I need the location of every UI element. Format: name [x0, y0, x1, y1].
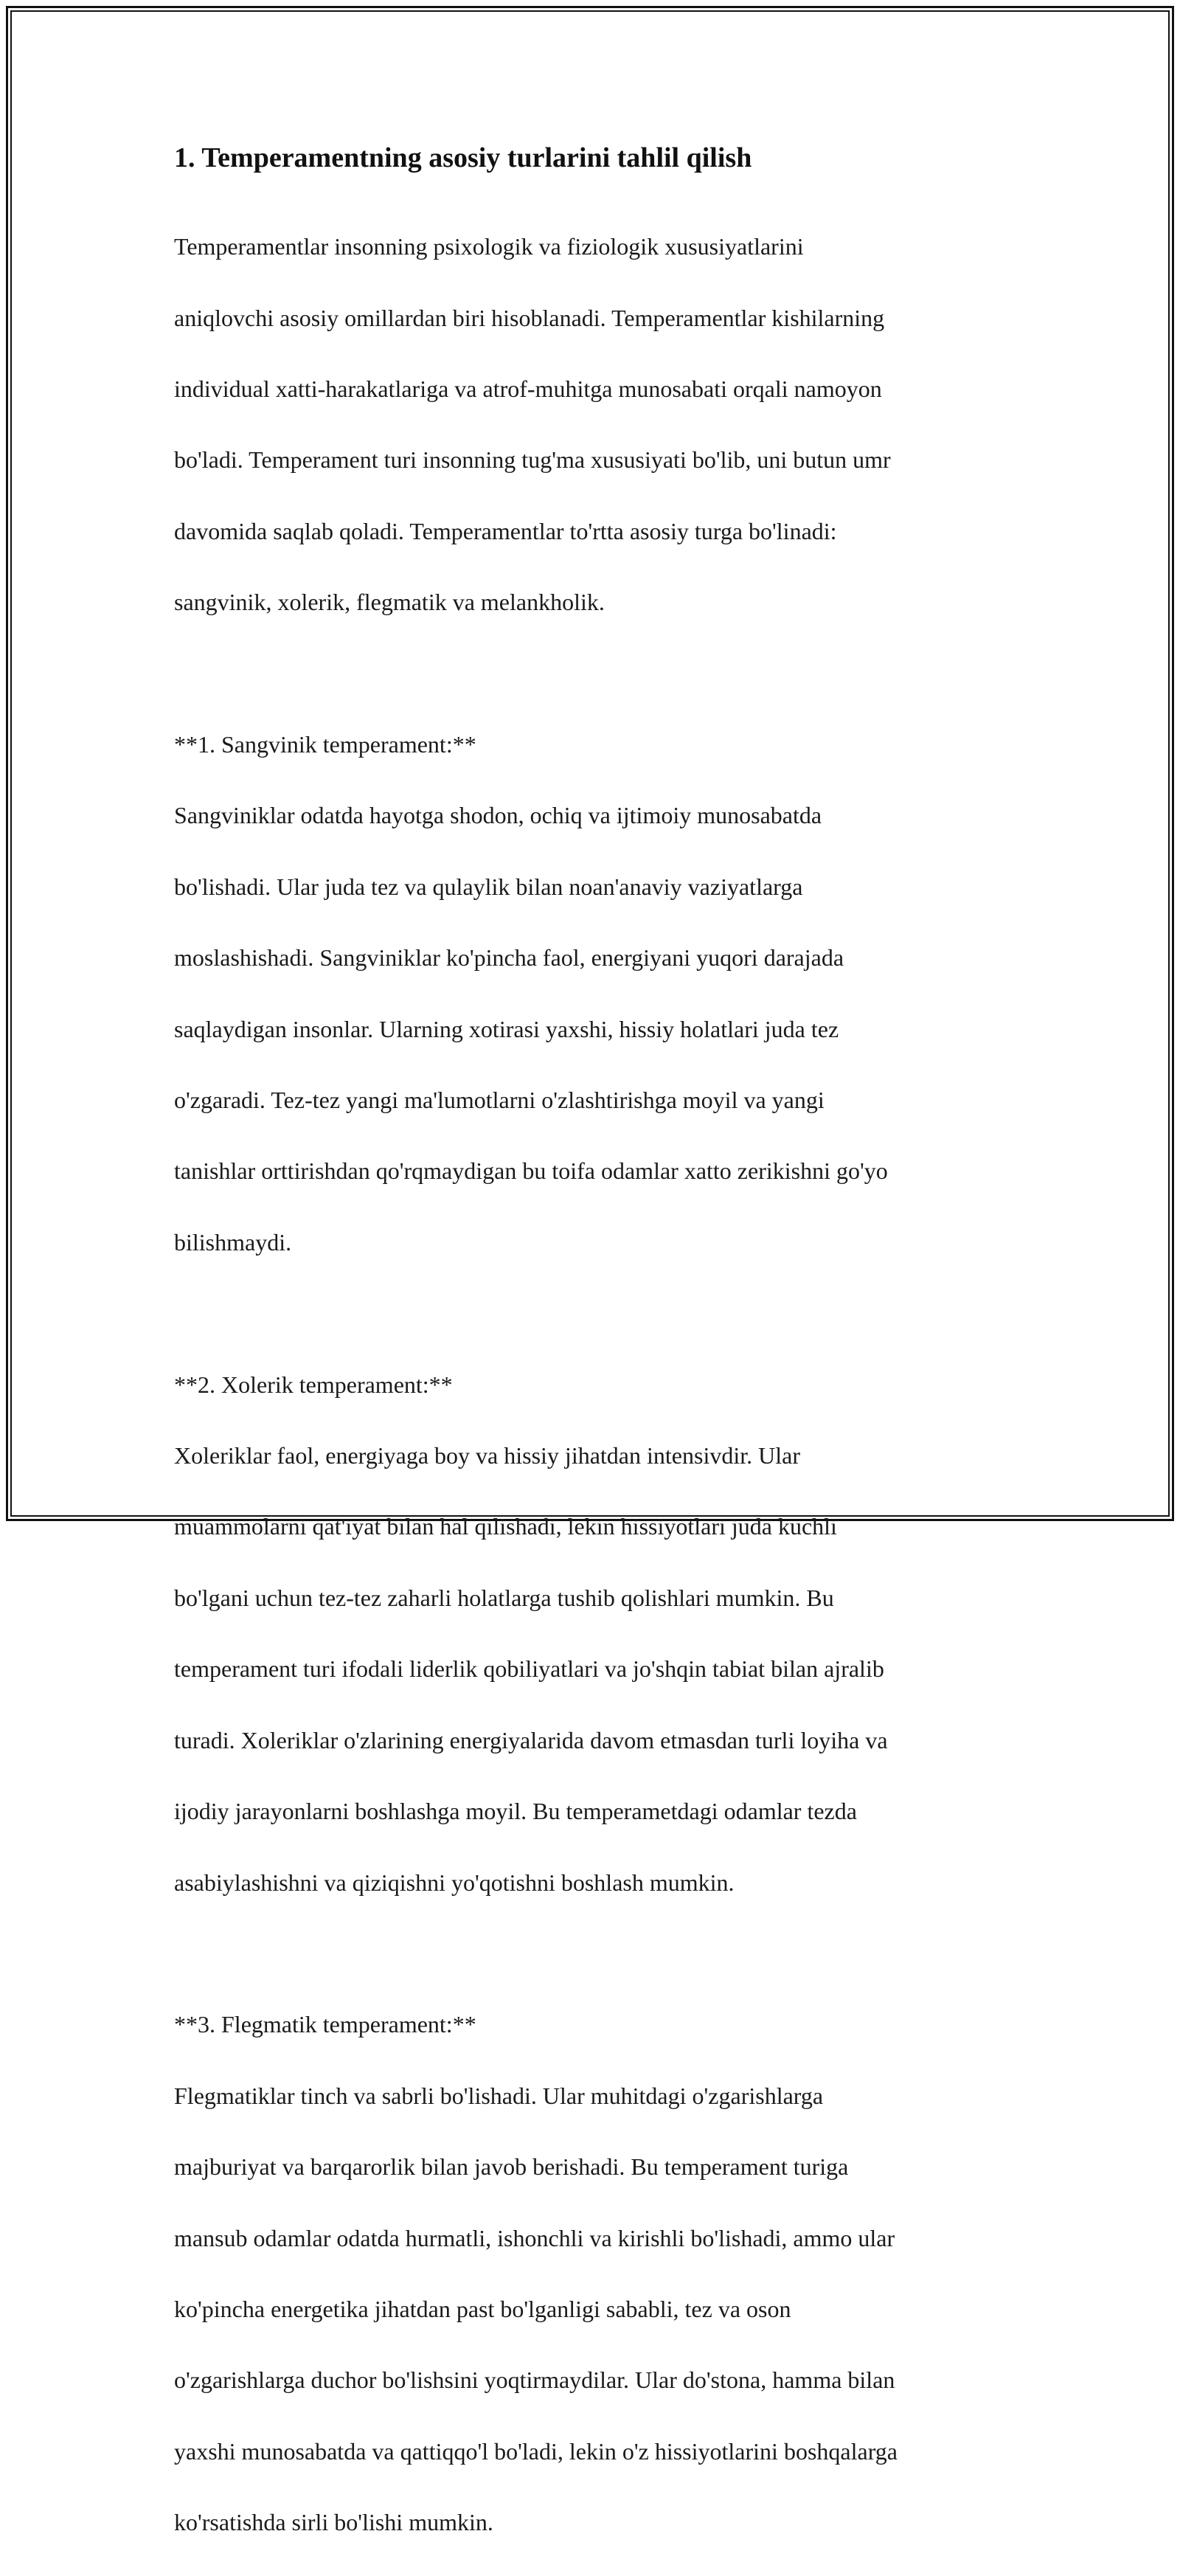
section-line: Flegmatiklar tinch va sabrli bo'lishadi. Ular muhitdagi o'zgarishlarga	[174, 2082, 824, 2109]
section-flegmatik	[174, 1971, 1015, 2575]
section-sangvinik	[174, 691, 1015, 1295]
section-line: bo'lgani uchun tez-tez zaharli holatlarga tushib qolishlari mumkin. Bu	[174, 1584, 834, 1611]
section-heading: **1. Sangvinik temperament:**	[174, 731, 476, 758]
intro-line: davomida saqlab qoladi. Temperamentlar to'rtta asosiy turga bo'linadi:	[174, 517, 837, 544]
section-line: turadi. Xoleriklar o'zlarining energiyalarida davom etmasdan turli loyiha va	[174, 1726, 888, 1753]
section-line: Xoleriklar faol, energiyaga boy va hissiy jihatdan intensivdir. Ular	[174, 1442, 800, 1469]
section-xolerik	[174, 1331, 1015, 1935]
intro-paragraph	[174, 193, 1015, 656]
section-line: bo'lishadi. Ular juda tez va qulaylik bilan noan'anaviy vaziyatlarga	[174, 873, 803, 900]
section-line: mansub odamlar odatda hurmatli, ishonchli va kirishli bo'lishadi, ammo ular	[174, 2224, 895, 2251]
section-heading: **2. Xolerik temperament:**	[174, 1371, 453, 1398]
intro-line: individual xatti-harakatlariga va atrof-muhitga munosabati orqali namoyon	[174, 375, 882, 403]
paragraph-gap	[174, 1295, 1015, 1331]
intro-line: aniqlovchi asosiy omillardan biri hisoblanadi. Temperamentlar kishilarning	[174, 304, 885, 331]
section-line: ko'rsatishda sirli bo'lishi mumkin.	[174, 2509, 493, 2536]
intro-line: sangvinik, xolerik, flegmatik va melankholik.	[174, 589, 605, 616]
section-line: yaxshi munosabatda va qattiqqo'l bo'ladi, lekin o'z hissiyotlarini boshqalarga	[174, 2437, 898, 2465]
section-line: saqlaydigan insonlar. Ularning xotirasi yaxshi, hissiy holatlari juda tez	[174, 1015, 839, 1042]
document-body	[174, 139, 1015, 2576]
section-line: majburiyat va barqarorlik bilan javob berishadi. Bu temperament turiga	[174, 2153, 849, 2181]
section-line: tanishlar orttirishdan qo'rqmaydigan bu toifa odamlar xatto zerikishni go'yo	[174, 1157, 888, 1185]
section-line: temperament turi ifodali liderlik qobiliyatlari va jo'shqin tabiat bilan ajralib	[174, 1655, 884, 1683]
intro-line: Temperamentlar insonning psixologik va fiziologik xususiyatlarini	[174, 233, 804, 260]
section-line: Sangviniklar odatda hayotga shodon, ochiq va ijtimoiy munosabatda	[174, 802, 822, 829]
section-line: ijodiy jarayonlarni boshlashga moyil. Bu temperametdagi odamlar tezda	[174, 1798, 857, 1825]
paragraph-gap	[174, 656, 1015, 691]
section-line: ko'pincha energetika jihatdan past bo'lganligi sababli, tez va oson	[174, 2295, 791, 2322]
section-line: o'zgaradi. Tez-tez yangi ma'lumotlarni o'zlashtirishga moyil va yangi	[174, 1087, 825, 1114]
section-heading: **3. Flegmatik temperament:**	[174, 2011, 476, 2038]
section-line: bilishmaydi.	[174, 1228, 292, 1256]
paragraph-gap	[174, 1936, 1015, 1971]
section-line: o'zgarishlarga duchor bo'lishsini yoqtirmaydilar. Ular do'stona, hamma bilan	[174, 2366, 895, 2394]
intro-line: bo'ladi. Temperament turi insonning tug'ma xususiyati bo'lib, uni butun umr	[174, 446, 891, 474]
document-title: 1. Temperamentning asosiy turlarini tahlil qilish	[174, 142, 752, 173]
section-line: muammolarni qat'iyat bilan hal qilishadi, lekin hissiyotlari juda kuchli	[174, 1513, 837, 1540]
section-line: asabiylashishni va qiziqishni yo'qotishni boshlash mumkin.	[174, 1869, 735, 1896]
section-line: moslashishadi. Sangviniklar ko'pincha faol, energiyani yuqori darajada	[174, 944, 844, 972]
